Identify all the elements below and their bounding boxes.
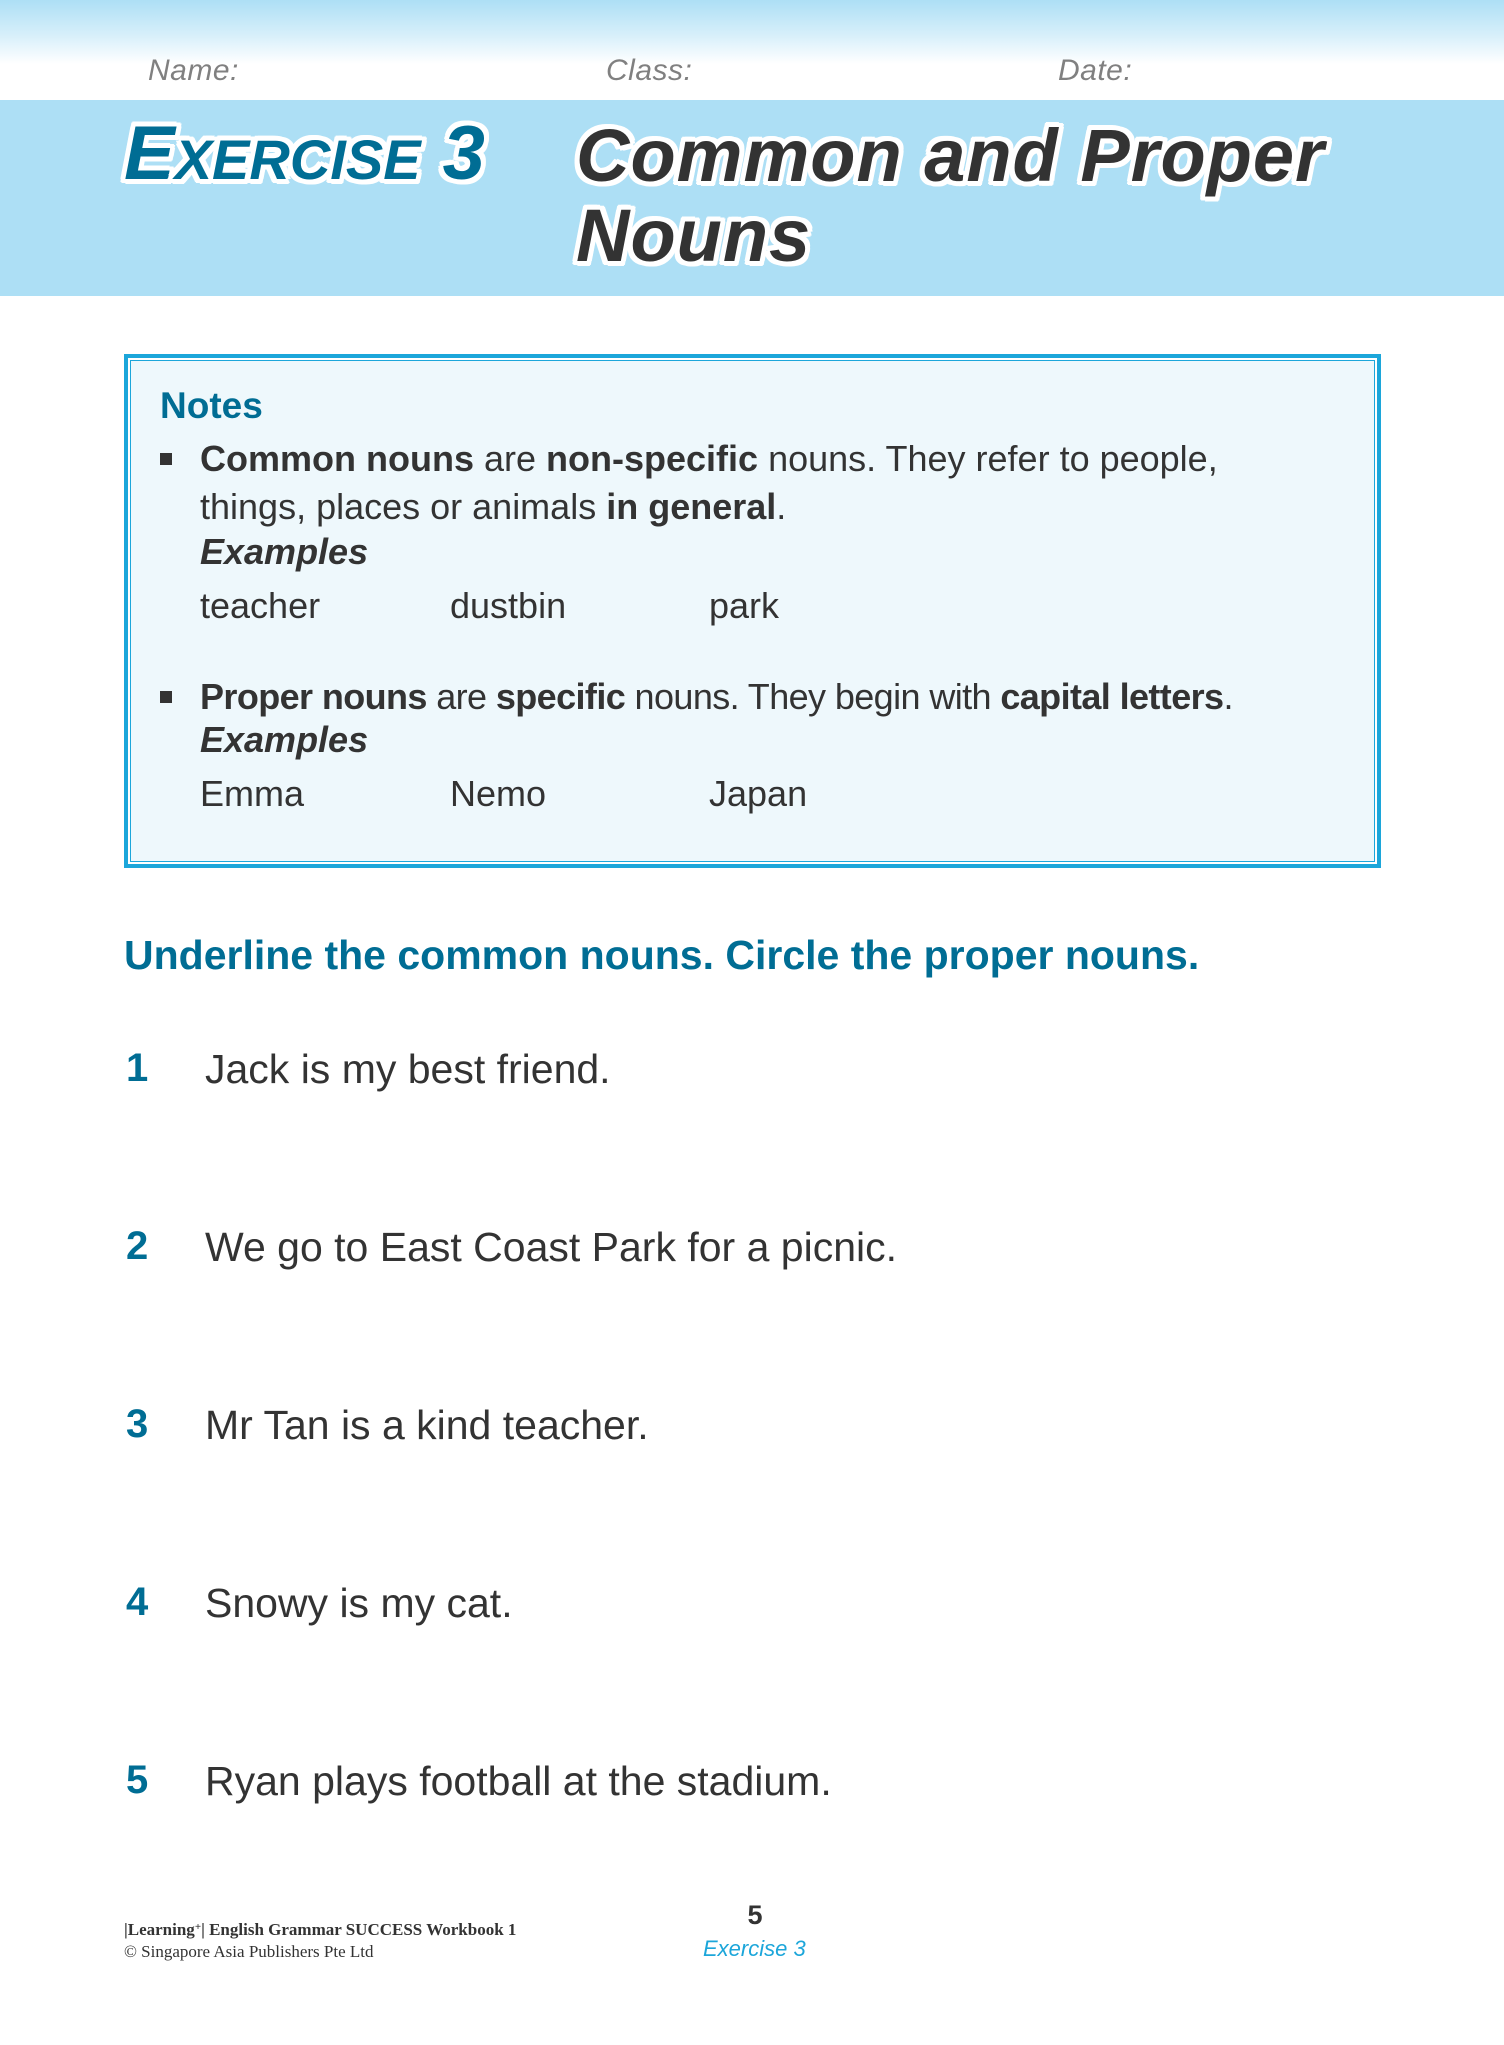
footer-copyright: © Singapore Asia Publishers Pte Ltd [124,1942,374,1961]
exercise-number-label [124,111,485,196]
exercise-item [124,1046,1324,1102]
in-general-term: in general [606,486,777,527]
page-number: 5 [747,1900,763,1930]
exercise-first-letter: E [124,111,175,196]
text-fragment: are [426,676,496,717]
exercise-number: 3 [442,111,485,196]
proper-example-word: Nemo [450,773,547,814]
item-sentence[interactable]: Snowy is my cat. [205,1580,513,1626]
text-fragment: . [776,486,787,527]
student-info-row [0,54,1504,94]
text-fragment: + [194,1921,202,1933]
exercise-item [124,1758,1324,1814]
exercise-word-rest: XERCISE [174,128,421,191]
item-sentence[interactable]: Jack is my best friend. [205,1046,611,1092]
common-example-word: dustbin [450,585,567,626]
item-sentence[interactable]: Mr Tan is a kind teacher. [205,1402,649,1448]
notes-heading: Notes [160,385,263,426]
common-example-word: park [709,585,780,626]
text-fragment: things, places or animals [200,486,607,527]
page-title-line1: Common and Proper [576,114,1325,197]
proper-example-word: Emma [200,773,305,814]
footer-book-title [124,1916,516,1941]
item-number: 5 [126,1758,149,1802]
text-fragment: | English Grammar SUCCESS Workbook 1 [201,1920,517,1939]
exercise-item [124,1402,1324,1458]
notes-box [124,354,1381,868]
item-number: 2 [126,1224,149,1268]
item-sentence[interactable]: Ryan plays football at the stadium. [205,1758,832,1804]
common-example-word: teacher [200,585,321,626]
text-fragment: nouns. They begin with [625,676,1001,717]
class-label: Class: [606,54,693,87]
bullet-square-icon [160,453,172,465]
footer-exercise-label: Exercise 3 [703,1936,806,1961]
proper-nouns-definition [200,673,1233,721]
footer-publisher-info [124,1916,516,1963]
notes-box-inner [130,360,1375,862]
common-nouns-definition-line2 [200,483,786,531]
text-fragment: are [473,438,547,479]
item-number: 1 [126,1046,149,1090]
proper-nouns-term: Proper nouns [200,676,427,717]
item-number: 3 [126,1402,149,1446]
common-nouns-definition-line1 [200,435,1218,483]
name-label: Name: [148,54,239,87]
item-number: 4 [126,1580,149,1624]
specific-term: specific [495,676,626,717]
exercise-item [124,1224,1324,1280]
common-nouns-term: Common nouns [200,438,474,479]
bullet-square-icon [160,691,172,703]
date-label: Date: [1058,54,1133,87]
page-title-line2: Nouns [576,194,812,277]
item-sentence[interactable]: We go to East Coast Park for a picnic. [205,1224,897,1270]
text-fragment: nouns. They refer to people, [758,438,1218,479]
proper-example-word: Japan [709,773,808,814]
non-specific-term: non-specific [546,438,759,479]
text-fragment: |Learning [124,1920,195,1939]
text-fragment: . [1223,676,1233,717]
capital-letters-term: capital letters [1000,676,1224,717]
exercise-item [124,1580,1324,1636]
common-examples-label: Examples [200,531,369,572]
exercise-instruction: Underline the common nouns. Circle the proper nouns. [124,932,1200,978]
page-title [576,116,1325,276]
proper-examples-label: Examples [200,719,369,760]
